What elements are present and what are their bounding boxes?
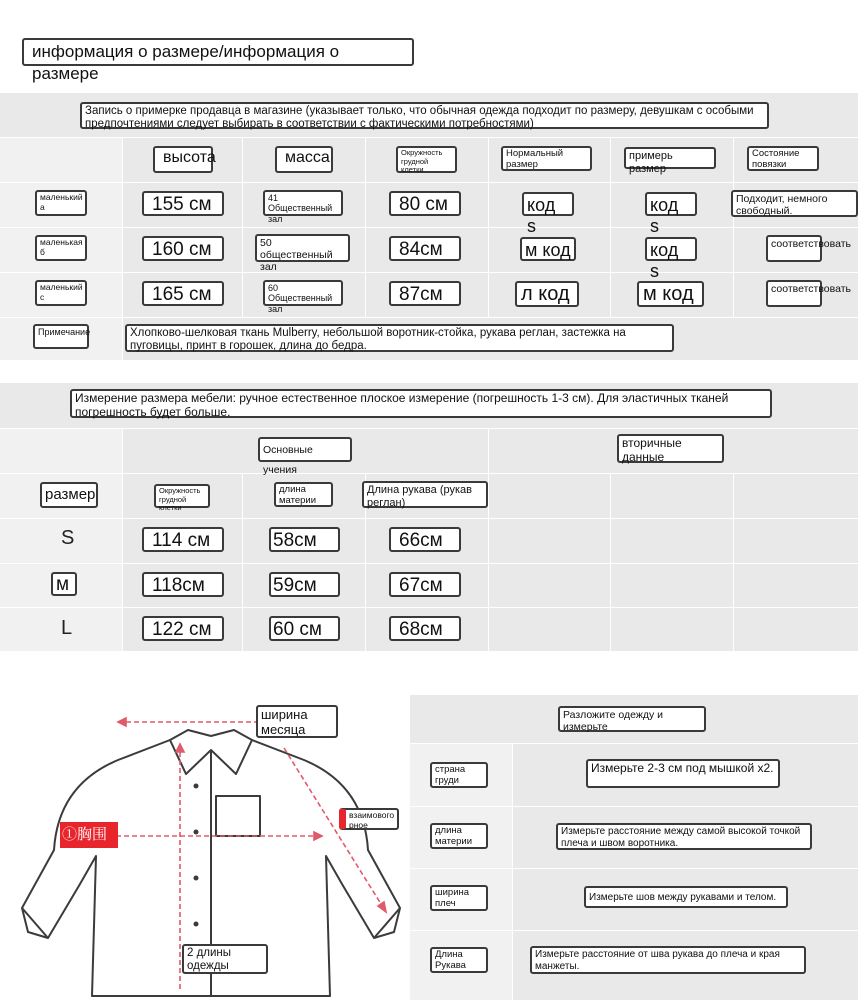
guide-row-label: ширина плеч [430, 885, 488, 911]
guide-row-text: Измерьте расстояние от шва рукава до плеча и края манжеты. [530, 946, 806, 974]
diagram-shoulder-label: ширина месяца [256, 705, 338, 738]
guide-header: Разложите одежду и измерьте [558, 706, 706, 732]
fitting-remark: Хлопково-шелковая ткань Mulberry, небольшой воротник-стойка, рукава реглан, застежка на пуговицы, принт в горошек, длина до бедра. [125, 324, 674, 352]
fitting-cell-chest: 80 см [389, 191, 461, 216]
fitting-row-label: маленькая б [35, 235, 87, 261]
fitting-cell-height: 155 см [142, 191, 224, 216]
measure-cell-sleeve: 68см [389, 616, 461, 641]
chest-marker: ①胸围 [62, 826, 108, 843]
measure-note: Измерение размера мебели: ручное естественное плоское измерение (погрешность 1-3 см). Для эластичных тканей погрешность будет больше. [70, 389, 772, 418]
measure-table-bg [0, 383, 858, 651]
measure-cell-sleeve: 66см [389, 527, 461, 552]
fitting-cell-height: 165 см [142, 281, 224, 306]
measure-header-length: длина материи [274, 482, 333, 507]
fitting-cell-status: соответствовать [766, 235, 822, 262]
fitting-header-height: высота [153, 146, 213, 173]
measure-row-size: L [61, 617, 73, 639]
fitting-cell-chest: 84см [389, 236, 461, 261]
measure-header-size: размер [40, 482, 98, 508]
fitting-cell-status: Подходит, немного свободный. [731, 190, 858, 217]
fitting-cell-tried-size: код s [645, 192, 697, 216]
fitting-cell-tried-size: код s [645, 237, 697, 261]
measure-cell-chest: 122 см [142, 616, 224, 641]
guide-row-text: Измерьте расстояние между самой высокой точкой плеча и швом воротника. [556, 823, 812, 850]
fitting-row-label: маленький а [35, 190, 87, 216]
measure-header-sleeve: Длина рукава (рукав реглан) [362, 481, 488, 508]
fitting-row-label: маленький с [35, 280, 87, 306]
fitting-cell-normal-size: м код [520, 237, 576, 261]
fitting-cell-tried-size: м код [637, 281, 704, 307]
measure-group-main: Основные учения [258, 437, 352, 462]
fitting-cell-chest: 87см [389, 281, 461, 306]
diagram-sleeve-label: взаимового рное [339, 808, 399, 830]
measure-cell-length: 59см [269, 572, 340, 597]
guide-row-label: страна груди [430, 762, 488, 788]
fitting-remark-label: Примечание [33, 324, 89, 349]
measure-group-secondary: вторичные данные [617, 434, 724, 463]
fitting-cell-normal-size: л код [515, 281, 579, 307]
measure-header-chest: Окружность грудной клетки [154, 484, 210, 508]
fitting-header-status: Состояние повязки [747, 146, 819, 171]
measure-cell-length: 58см [269, 527, 340, 552]
fitting-cell-status: соответствовать [766, 280, 822, 307]
measure-cell-length: 60 см [269, 616, 340, 641]
page-title: информация о размере/информация о размере [22, 38, 414, 66]
fitting-cell-height: 160 см [142, 236, 224, 261]
measure-cell-chest: 118см [142, 572, 224, 597]
diagram-length-label: 2 длины одежды [182, 944, 268, 974]
fitting-header-weight: масса [275, 146, 333, 173]
fitting-cell-weight: 41 Общественный зал [263, 190, 343, 216]
guide-row-label: Длина Рукава [430, 947, 488, 973]
guide-row-text: Измерьте шов между рукавами и телом. [584, 886, 788, 908]
fitting-cell-weight: 60 Общественный зал [263, 280, 343, 306]
measure-cell-chest: 114 см [142, 527, 224, 552]
measure-row-size: м [51, 572, 77, 596]
guide-row-label: длина материи [430, 823, 488, 849]
measure-row-size: S [61, 527, 75, 549]
fitting-header-tried-size: примерь размер [624, 147, 716, 169]
guide-row-text: Измерьте 2-3 см под мышкой x2. [586, 759, 780, 788]
shirt-pocket [216, 796, 260, 836]
fitting-header-chest: Окружность грудной клетки [396, 146, 457, 173]
fitting-header-normal-size: Нормальный размер [501, 146, 592, 171]
fitting-cell-normal-size: код s [522, 192, 574, 216]
fitting-cell-weight: 50 общественный зал [255, 234, 350, 262]
fitting-note: Запись о примерке продавца в магазине (указывает только, что обычная одежда подходит по размеру, девушкам с особыми предпочтениями следует выбирать в соответствии с фактическими потребностями) [80, 102, 769, 129]
measure-cell-sleeve: 67см [389, 572, 461, 597]
